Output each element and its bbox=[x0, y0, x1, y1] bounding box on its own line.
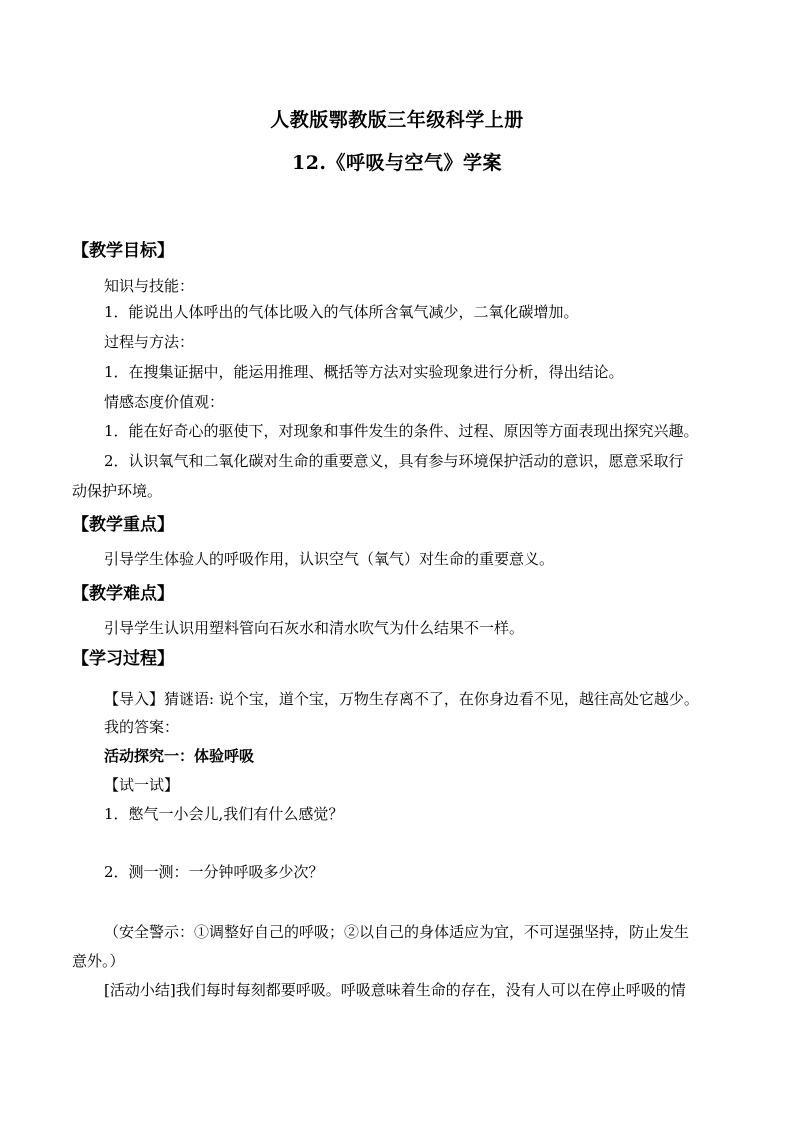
answer-label: 我的答案： bbox=[104, 718, 180, 736]
emotion-label: 情感态度价值观： bbox=[104, 393, 225, 411]
process-label: 过程与方法： bbox=[104, 333, 195, 351]
difficulty-text: 引导学生认识用塑料管向石灰水和清水吹气为什么结果不一样。 bbox=[104, 619, 525, 637]
activity-1-title: 活动探究一：体验呼吸 bbox=[104, 747, 255, 765]
safety-warning-line-2: 意外。） bbox=[72, 952, 125, 970]
document-title: 人教版鄂教版三年级科学上册 bbox=[270, 109, 524, 131]
section-heading-goals: 【教学目标】 bbox=[72, 241, 174, 261]
section-heading-focus: 【教学重点】 bbox=[72, 515, 174, 535]
knowledge-label: 知识与技能： bbox=[104, 277, 195, 295]
process-item-1: 1．在搜集证据中，能运用推理、概括等方法对实验现象进行分析，得出结论。 bbox=[104, 363, 624, 381]
intro-riddle: 【导入】猜谜语: 说个宝，道个宝，万物生存离不了，在你身边看不见，越往高处它越少。 bbox=[104, 690, 699, 708]
safety-warning-line-1: （安全警示：①调整好自己的呼吸；②以自己的身体适应为宜，不可逞强坚持，防止发生 bbox=[104, 923, 690, 941]
focus-text: 引导学生体验人的呼吸作用，认识空气（氧气）对生命的重要意义。 bbox=[104, 550, 555, 568]
section-heading-process: 【学习过程】 bbox=[72, 649, 174, 669]
section-heading-difficulty: 【教学难点】 bbox=[72, 584, 174, 604]
knowledge-item-1: 1．能说出人体呼出的气体比吸入的气体所含氧气减少，二氧化碳增加。 bbox=[104, 303, 579, 321]
emotion-item-1: 1．能在好奇心的驱使下，对现象和事件发生的条件、过程、原因等方面表现出探究兴趣。 bbox=[104, 422, 699, 440]
activity-summary: [活动小结]我们每时每刻都要呼吸。呼吸意味着生命的存在，没有人可以在停止呼吸的情 bbox=[104, 981, 686, 999]
emotion-item-2-line-1: 2．认识氧气和二氧化碳对生命的重要意义，具有参与环境保护活动的意识，愿意采取行 bbox=[104, 452, 684, 470]
question-1: 1．憋气一小会儿,我们有什么感觉？ bbox=[104, 805, 344, 823]
emotion-item-2-line-2: 动保护环境。 bbox=[72, 482, 163, 500]
try-label: 【试一试】 bbox=[104, 776, 180, 794]
document-subtitle: 12.《呼吸与空气》学案 bbox=[291, 152, 503, 174]
question-2: 2．测一测：一分钟呼吸多少次？ bbox=[104, 863, 324, 881]
